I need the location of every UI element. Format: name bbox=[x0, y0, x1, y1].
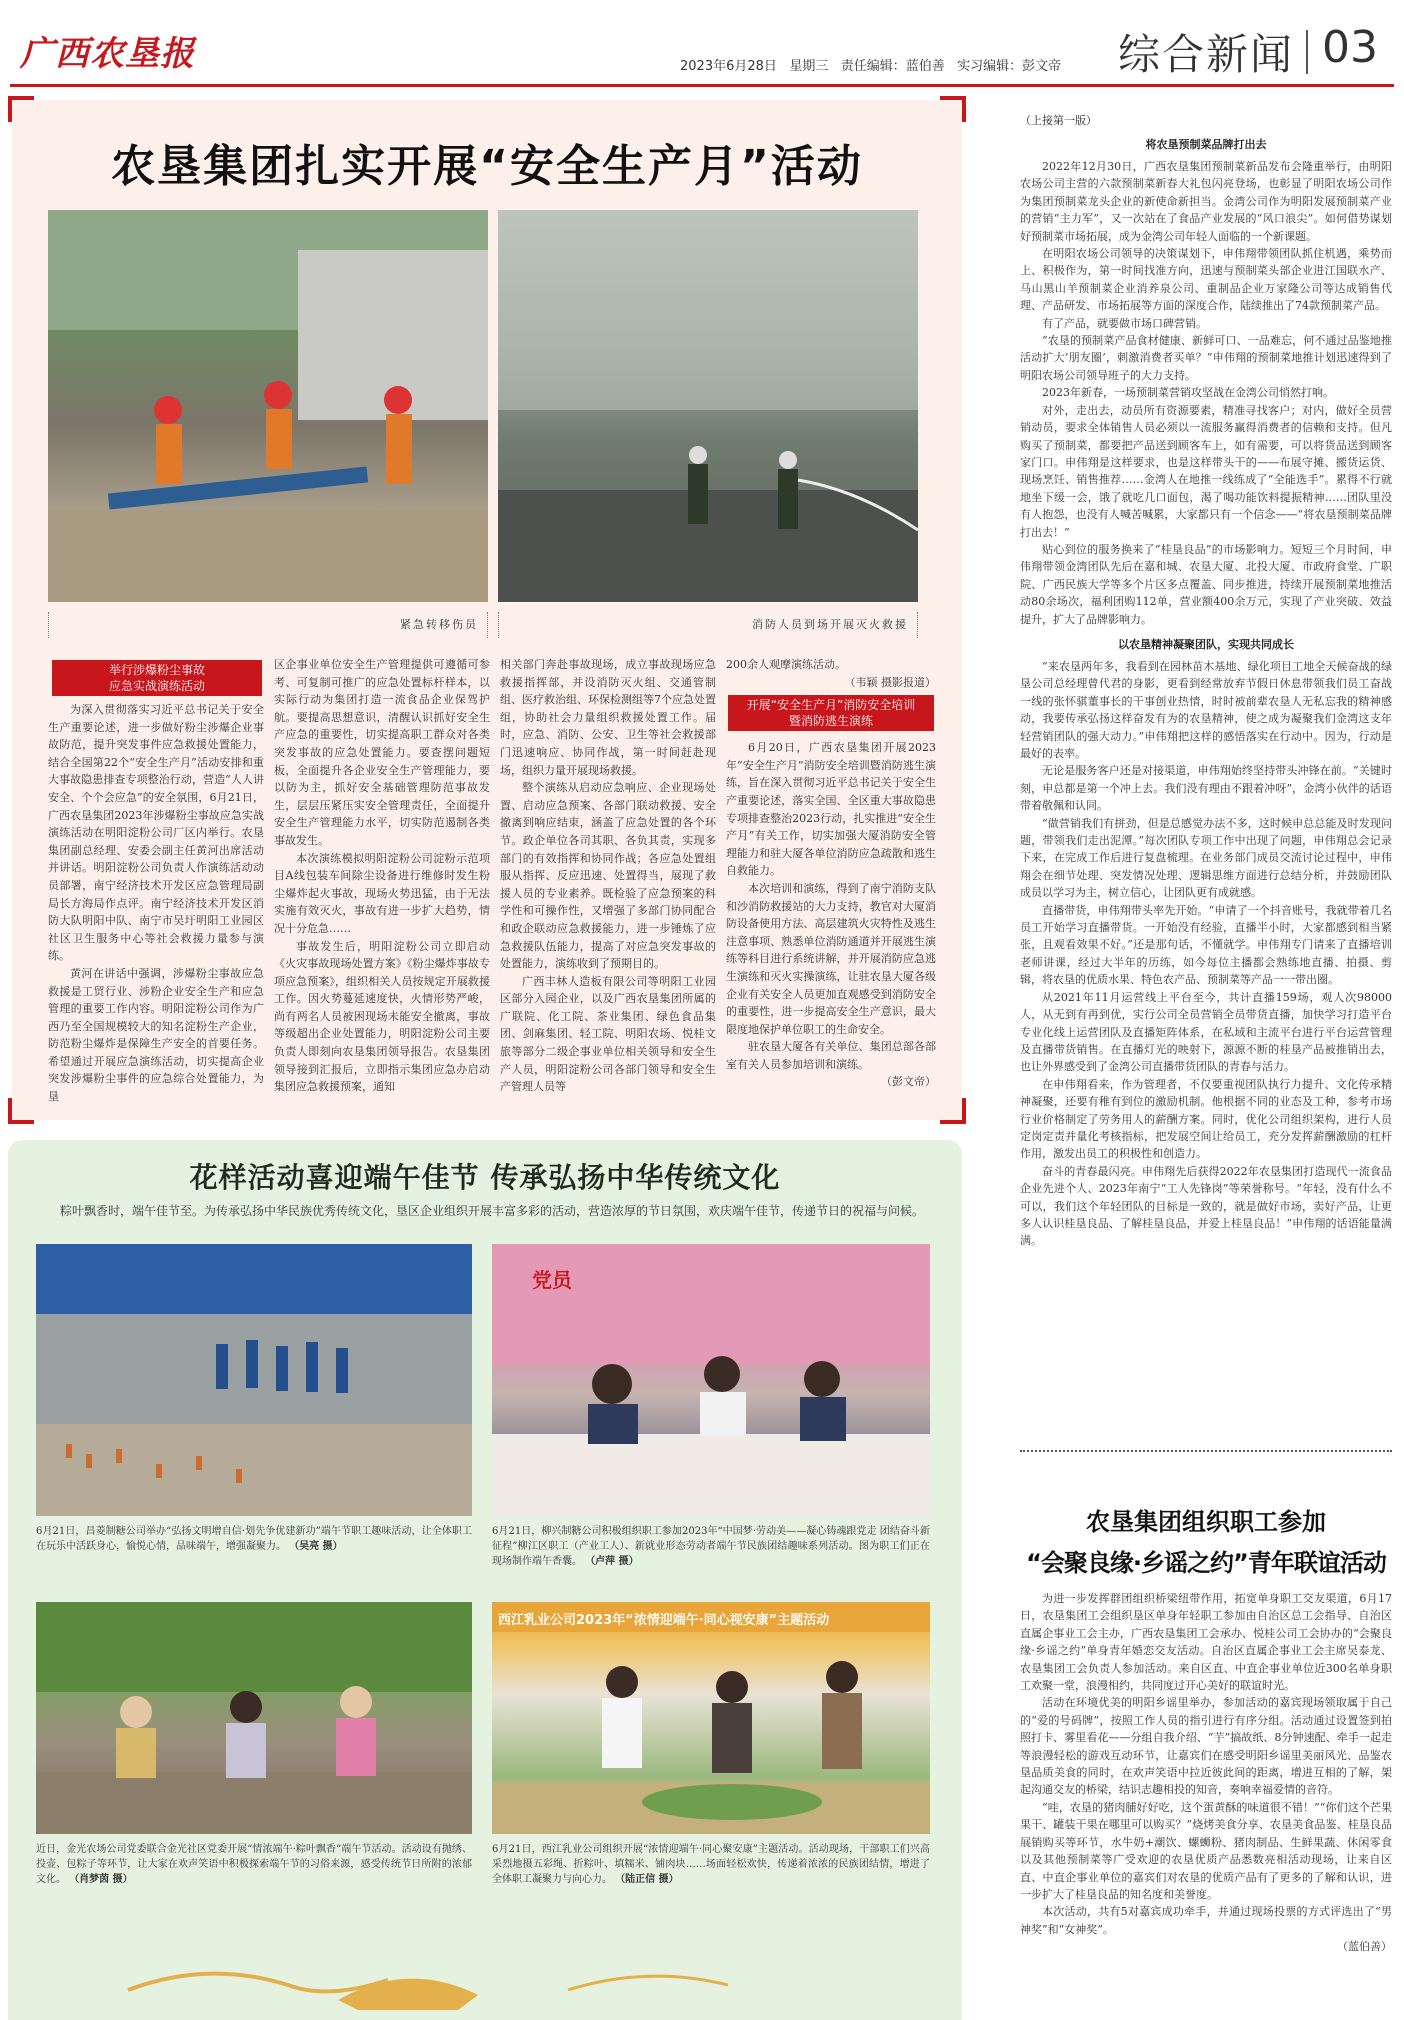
rescue-figures-image bbox=[48, 210, 488, 602]
photo1-caption: 紧急转移伤员 bbox=[400, 618, 478, 631]
corner-bracket-tr bbox=[940, 96, 966, 122]
article3-byline: （蓝伯善） bbox=[1337, 1940, 1392, 1954]
article1-col4-para2: 本次培训和演练，得到了南宁消防支队和沙消防救援站的大力支持，教官对大厦消防设备使用方法、高层建筑火灾特性及逃生注意事项、熟悉单位消防通道并开展逃生演练等科目进行系统讲解，并开展消防应急逃生演练和灭火实操演练，让驻农垦大厦各级企业有关安全人员更加直观感受到消防安全的重要性，进一步提高安全生产意识，最大限度地保护单位职工的生命安全。 bbox=[726, 881, 936, 1036]
right-para1-2: 有了产品，就要做市场口碑营销。 bbox=[1042, 316, 1207, 330]
article1-col1-text bbox=[48, 701, 264, 1106]
article1-col2-para1: 区企事业单位安全生产管理提供可遵循可参考、可复制可推广的应急处置标杆样本，以实际行动为集团打造一流食品企业保驾护航。要提高思想意识，清醒认识抓好安全生产应急的重要性，切实提高职工群众对各类突发事故的应急处置能力。要查摆问题短板，全面提升各企业安全生产管理能力，要以防为主，抓好安全基础管理防范事故发生，层层压紧压实安全管理责任，全面提升安全生产管理能力水平，切实防范遏制各类事故发生。 bbox=[274, 658, 490, 847]
caption-tug-of-war bbox=[36, 1524, 472, 1554]
article3-para2: “哇，农垦的猪肉脯好好吃，这个蛋黄酥的味道很不错！”“你们这个芒果果干、罐装干果在哪里可以购买？”烧烤美食分享、农垦美食品鉴、桂垦良品展销购买等环节，水牛奶+潮饮、螺蛳粉、猪肉制品、生鲜果蔬、休闲零食以及其他预制菜等广受欢迎的农垦优质产品悉数亮相活动现场，让来自区直、中直企事业单位的嘉宾们对农垦的优质产品有了更多的了解和认识，进一步扩大了桂垦良品的知名度和美誉度。 bbox=[1020, 1800, 1392, 1901]
right-para1-1: 在明阳农场公司领导的决策谋划下，申伟翔带领团队抓住机遇，乘势而上、积极作为，第一时间找准方向，迅速与预制菜头部企业进江国联水产、马山黑山羊预制菜企业消养泉公司、重制品企业万家隆公司等达成销售代理、产品研发、市场拓展等方面的深度合作，陆续推出了74款预制菜产品。 bbox=[1020, 247, 1392, 313]
photo-sachet-making bbox=[492, 1244, 930, 1516]
article3-para0: 为进一步发挥群团组织桥梁纽带作用，拓宽单身职工交友渠道，6月17日，农垦集团工会组织垦区单身年轻职工参加由自治区总工会指导、自治区直属企事业工会主办，广西农垦集团工会承办、悦桂公司工会协办的“会聚良缘·乡谣之约”单身青年婚恋交友活动。自治区直属企事业工会主席吴泰龙、农垦集团工会负责人参加活动。来自区直、中直企事业单位近300名单身职工欢聚一堂，浪漫相约，共同度过开心美好的联谊时光。 bbox=[1020, 1592, 1392, 1693]
article2-headline: 花样活动喜迎端午佳节 传承弘扬中华传统文化 bbox=[189, 1161, 781, 1194]
right-para2-6: 奋斗的青春最闪亮。申伟翔先后获得2022年农垦集团打造现代一流食品企业先进个人、2023年南宁“工人先锋岗”等荣誉称号。“年轻，没有什么不可以，我们这个年轻团队的目标是一致的，就是做好市场，卖好产品，让更多人认识桂垦良品、了解桂垦良品，并爱上桂垦良品！”申伟翔的话语能量满满。 bbox=[1020, 1164, 1392, 1248]
zongzi-indoor-image bbox=[492, 1602, 930, 1834]
article1-col3-para2: 整个演练从启动应急响应、企业现场处置、启动应急预案、各部门联动救援、安全撤离到响应结束，涵盖了应急处置的各个环节。政企单位各司其职、各负其责，实现多部门的有效指挥和协同作战；各应急处置组服从指挥、反应迅速、处置得当，展现了救援人员的专业素养。既检验了应急预案的科学性和可操作性，又增强了多部门协同配合和政企联动应急救援能力，进一步锤炼了应急救援队伍能力，提高了对应急突发事故的处置能力，演练收到了预期目的。 bbox=[500, 781, 716, 971]
article1-byline2: （彭文帝） bbox=[881, 1075, 936, 1089]
issue-date bbox=[680, 55, 1061, 74]
dragon-boat-decoration bbox=[8, 1940, 962, 2020]
caption-zongzi-outdoor bbox=[36, 1842, 472, 1887]
article1-col4-para1: 6月20日，广西农垦集团开展2023年“安全生产月”消防安全培训暨消防逃生演练，旨在深入贯彻习近平总书记关于安全生产重要论述，落实全国、全区重大事故隐患专项排查整治2023行动，扎实推进“安全生产月”有关工作，切实加强大厦消防安全管理能力和驻大厦各单位消防应急疏散和逃生自救能力。 bbox=[726, 741, 936, 878]
right-para1-3: “农垦的预制菜产品食材健康、新鲜可口、一品难忘，何不通过品鉴地推活动扩大‘朋友圈’，刺激消费者买单？”申伟翔的预制菜地推计划迅速得到了明阳农场公司领导班子的大力支持。 bbox=[1020, 334, 1392, 382]
photo-rescue-drill bbox=[48, 210, 488, 602]
caption3-credit: （肖梦茵 摄） bbox=[69, 1874, 133, 1885]
right-para1-5: 对外，走出去，动员所有资源要素，精准寻找客户；对内，做好全员营销动员，要求全体销售人员必须以一流服务赢得消费者的信赖和支持。但凡购买了预制菜，都要把产品送到顾客车上，如有需要，可以将货品送到顾客家门口。申伟翔是这样要求，也是这样带头干的——布展守摊、搬货运货、现场烹饪、销售推荐……金湾人在地推一线练成了“全能选手”。累得不行就地坐下缓一会，饿了就吃几口面包，渴了喝功能饮料提振精神……团队里没有人抱怨，也没有人喊苦喊累，大家都只有一个信念——“将农垦预制菜品牌打出去！” bbox=[1020, 403, 1392, 539]
party-banner-text: 党员 bbox=[532, 1268, 572, 1292]
article1-byline1: （韦颖 摄影报道） bbox=[844, 675, 936, 689]
corner-bracket-tl bbox=[8, 96, 34, 122]
article1-col2-text bbox=[274, 656, 490, 1096]
caption2-text: 6月21日，柳兴制糖公司积极组织职工参加2023年“中国梦·劳动美——凝心铸魂跟党走 团结奋斗新征程”柳江区职工（产业工人）、新就业形态劳动者端午节民族团结趣味系列活动。图为职工们正在现场制作端午香囊。 bbox=[492, 1526, 930, 1567]
intern-editor-text: 实习编辑：彭文帝 bbox=[957, 59, 1062, 74]
right-para2-5: 在申伟翔看来，作为管理者，不仅要重视团队执行力提升、文化传承精神凝聚，还要有稚有到位的激励机制。他根据不同的业态及工种，参考市场行业价格制定了劳务用人的薪酬方案。同时，优化公司组织架构，进行人员定岗定责并量化考核指标，把发展空间让给员工，充分发挥薪酬激励的杠杆作用，激发出员工的积极性和创造力。 bbox=[1020, 1077, 1392, 1161]
article1-headline: 农垦集团扎实开展“安全生产月”活动 bbox=[111, 141, 863, 192]
article1-col2-para3: 事故发生后，明阳淀粉公司立即启动《火灾事故现场处置方案》《粉尘爆炸事故专项应急预案》，组织相关人员按规定开展救援工作。因火势蔓延速度快，火情形势严峻，尚有两名人员被困现场未能安全撤离，事故等级超出企业处置能力，明阳淀粉公司主要负责人即刻向农垦集团领导报告。农垦集团领导接到汇报后，立即指示集团应急办启动集团应急救援预案，通知 bbox=[274, 939, 490, 1094]
article2-intro: 粽叶飘香时，端午佳节至。为传承弘扬中华民族优秀传统文化，垦区企业组织开展丰富多彩的活动，营造浓厚的节日氛围，欢庆端午佳节，传递节日的祝福与问候。 bbox=[60, 1204, 925, 1218]
article1-col4-para3: 驻农垦大厦各有关单位、集团总部各部室有关人员参加培训和演练。 bbox=[726, 1040, 936, 1071]
photo2-caption: 消防人员到场开展灭火救援 bbox=[752, 618, 908, 631]
photo-zongzi-outdoor bbox=[36, 1602, 472, 1834]
caption1-credit: （吴亮 摄） bbox=[289, 1541, 343, 1552]
tag-fire-training: 开展“安全生产月”消防安全培训 暨消防逃生演练 bbox=[728, 695, 934, 731]
right-para2-1: 无论是服务客户还是对接渠道，申伟翔始终坚持带头冲锋在前。“关键时刻，申总都是第一个冲上去。我们没有理由不跟着冲呀”，金湾小伙伴的话语带着敬佩和认同。 bbox=[1020, 764, 1392, 813]
date-text: 2023年6月28日 bbox=[680, 59, 777, 74]
caption1-text: 6月21日，昌菱制糖公司举办“弘扬文明增自信·划先争优建新功”端午节职工趣味活动，让全体职工在玩乐中活跃身心，愉悦心情，品味端午，增强凝聚力。 bbox=[36, 1526, 472, 1552]
section-title: 综合新闻 bbox=[1118, 30, 1295, 79]
caption-zongzi-indoor bbox=[492, 1842, 930, 1887]
zongzi-outdoor-image bbox=[36, 1602, 472, 1834]
right-para1-4: 2023年新春，一场预制菜营销攻坚战在金湾公司悄然打响。 bbox=[1042, 386, 1334, 400]
caption4-text: 6月21日，西江乳业公司组织开展“浓情迎端午·同心聚安康”主题活动。活动现场，干部职工们兴高采烈地摄五彩绳、折粽叶、填糯米、铺肉块……场面轻松欢快，传递着浓浓的民族团结情，增进了全体职工凝聚力与向心力。 bbox=[492, 1844, 930, 1885]
article1-col3-para3: 广西丰林人造板有限公司等明阳工业园区部分入园企业，以及广西农垦集团所属的广联院、化工院、茶业集团、绿色食品集团、剑麻集团、轻工院、明阳农场、悦桂文旅等部分二级企事业单位相关领导和安全生产人员，明阳淀粉公司各部门领导和安全生产管理人员等 bbox=[500, 974, 716, 1094]
right-para1-6: 贴心到位的服务换来了“桂垦良品”的市场影响力。短短三个月时间，申伟翔带领金湾团队先后在嘉和城、农垦大厦、北投大厦、市政府食堂、广职院、广西民族大学等多个片区多点覆盖、同步推进，持续开展预制菜地推活动80余场次，福利团购112单，营业额400余万元，实现了产业突破、效益提升，扩大了品牌影响力。 bbox=[1020, 542, 1392, 626]
right-para2-2: “做营销我们有拼劲，但是总感觉办法不多，这时候申总总能及时发现问题，带领我们走出泥潭。”每次团队专项工作中出现了问题，申伟翔总会记录下来，在完成工作后进行复盘梳理。在业务部门成员交流讨论过程中，申伟翔会在细节处理、突发情况处理、逻辑思维方面进行总结分析，并鼓励团队成员以学习为主，树立信心，让团队更有成就感。 bbox=[1020, 816, 1392, 900]
youth-mixer-article bbox=[1020, 1502, 1392, 1956]
right-subhead2: 以农垦精神凝聚团队，实现共同成长 bbox=[1118, 637, 1294, 651]
right-para1-0: 2022年12月30日，广西农垦集团预制菜新品发布会隆重举行，由明阳农场公司主营的六款预制菜新春大礼包闪亮登场，也彰显了明阳农场公司作为集团预制菜龙头企业的新使命新担当。金湾公司作为明阳发展预制菜产业的营销“主力军”，又一次站在了食品产业发展的“风口浪尖”。如何借势谋划好预制菜市场拓展，成为金湾公司年轻人面临的一个新课题。 bbox=[1020, 160, 1392, 243]
newspaper-logo: 广西农垦报 bbox=[20, 34, 195, 74]
caption-sachet bbox=[492, 1524, 930, 1569]
photo-fire-fighting bbox=[498, 210, 918, 602]
corner-bracket-br bbox=[940, 1098, 966, 1124]
article1-col3-para1: 相关部门奔赴事故现场，成立事故现场应急救援指挥部，并设消防灭火组、交通管制组、医疗救治组、环保检测组等7个应急处置组，协助社会力量组织救援处置工作。届时，应急、消防、公安、卫生等社会救援部门迅速响应、协同作战，第一时间赶赴现场，组织力量开展现场救援。 bbox=[500, 658, 716, 777]
article1-col1-para2: 黄河在讲话中强调，涉爆粉尘事故应急救援是工贸行业、涉粉企业安全生产和应急管理的重要工作内容。明阳淀粉公司作为广西乃至全国规模较大的知名淀粉生产企业，防范粉尘爆炸是保障生产安全的首要任务。希望通过开展应急演练活动，切实提高企业突发涉爆粉尘事件的应急综合处置能力，为垦 bbox=[48, 966, 264, 1104]
xijiang-banner-text: 西江乳业公司2023年“浓情迎端午·同心视安康”主题活动 bbox=[498, 1613, 830, 1628]
right-para2-3: 直播带货，申伟翔带头率先开始。“申请了一个抖音账号，我就带着几名员工开始学习直播带货。一开始没有经验，直播半小时，大家都感到相当紧张，且观看效果不好。”还是那句话，不懂就学。申伟翔专门请来了直播培训老师讲课，经过大半年的历练，如今每位主播都会熟练地直播、拍摄、剪辑，将农垦的优质水果、特色农产品、预制菜等产品一一带出圈。 bbox=[1020, 903, 1392, 987]
article1-col4-lead: 200余人观摩演练活动。 bbox=[726, 658, 846, 671]
corner-bracket-bl bbox=[8, 1098, 34, 1124]
tug-of-war-image bbox=[36, 1244, 472, 1516]
dragon-boat-article bbox=[8, 1140, 962, 2020]
section-divider bbox=[1306, 30, 1308, 74]
right-column bbox=[1020, 112, 1392, 1250]
page-number: 03 bbox=[1322, 22, 1378, 73]
firefighters-image bbox=[498, 210, 918, 602]
masthead bbox=[0, 0, 1404, 90]
caption3-text: 近日，金光农场公司党委联合金光社区党委开展“情浓端午·粽叶飘香”端午节活动。活动设有抛绣、投壶、包粽子等环节，让大家在欢声笑语中积极探索端午节的习俗来源，感受传统节日所附的浓郁文化。 bbox=[36, 1844, 472, 1885]
right-subhead1: 将农垦预制菜品牌打出去 bbox=[1145, 138, 1267, 151]
article1-col1-para1: 为深入贯彻落实习近平总书记关于安全生产重要论述，进一步做好粉尘涉爆企业事故防范，提升突发事件应急救援处置能力，结合全国第22个“安全生产月”活动安排和重大事故隐患排查专项整治行动，营造“人人讲安全、个个会应急”的安全氛围，6月21日，广西农垦集团2023年涉爆粉尘事故应急实战演练活动在明阳淀粉公司厂区内举行。农垦集团副总经理、安委会副主任黄河出席活动并讲话。明阳淀粉公司负责人作演练活动动员部署，南宁经济技术开发区应急管理局副局长方海局作点评。南宁经济技术开发区消防大队明阳中队、南宁市吴圩明阳工业园区社区卫生服务中心等社会救援力量参与演练。 bbox=[48, 703, 264, 963]
right-para2-0: “来农垦两年多，我看到在园林苗木基地、绿化项目工地全天候奋战的绿垦公司总经理曾代君的身影，更看到经常放弃节假日休息带领我们员工奋战一线的张怀骐董事长的干事创业热情，时时被前辈农垦人无私忘我的精神感动，我要传承弘扬这样奋发有为的农垦精神，使之成为凝聚我们金湾这支年轻营销团队的强大动力。”申伟翔把这样的感悟落实在行动中。因为，行动是最好的表率。 bbox=[1020, 659, 1392, 760]
article3-title-line2: “会聚良缘·乡谣之约”青年联谊活动 bbox=[1026, 1549, 1386, 1577]
caption4-credit: （陆正信 摄） bbox=[615, 1874, 679, 1885]
article1-col3-text bbox=[500, 656, 716, 1096]
editor-text: 责任编辑：蓝伯善 bbox=[840, 59, 945, 74]
right-divider bbox=[1020, 1450, 1392, 1452]
right-para2-4: 从2021年11月运营线上平台至今，共计直播159场，观人次98000人，从无到有再到优，实行公司全员营销全员带货直播，加快学习打造平台专业化线上运营团队及直播矩阵体系，在私域和主流平台进行平台运营管理及直播带货销售。在直播灯光的映射下，源源不断的桂垦产品被推销出去，也让外界感受到了金湾公司直播带货团队的青春与活力。 bbox=[1020, 990, 1392, 1074]
article1-col4-text bbox=[726, 656, 936, 1091]
article3-para3: 本次活动，共有5对嘉宾成功牵手，并通过现场投票的方式评选出了“男神奖”和“女神奖”。 bbox=[1020, 1905, 1392, 1936]
caption2-credit: （卢萍 摄） bbox=[585, 1556, 639, 1567]
article3-para1: 活动在环境优美的明阳乡谣里举办，参加活动的嘉宾现场领取属于自己的“爱的号码牌”，按照工作人员的指引进行有序分组。活动通过设置签到拍照打卡、雾里看花——分组自我介绍、“芋”搞故纸、8分钟速配、牵手一起走等浪漫轻松的游戏互动环节，让嘉宾们在感受明阳乡谣里美丽风光、品鉴农垦品质美食的同时，在欢声笑语中拉近彼此间的距离，增进互相的了解，架起沟通交友的桥梁，结识志趣相投的知音，奏响幸福爱情的音符。 bbox=[1020, 1696, 1392, 1797]
article3-title-line1: 农垦集团组织职工参加 bbox=[1086, 1508, 1326, 1536]
masthead-rule bbox=[10, 84, 1394, 87]
continued-marker: （上接第一版） bbox=[1020, 114, 1097, 127]
article1-col2-para2: 本次演练模拟明阳淀粉公司淀粉示范项目A线包装车间除尘设备进行维修时发生粉尘爆炸起火事故，现场火势迅猛，由于无法实施有效灭火，事故有进一步扩大趋势，情况十分危急…… bbox=[274, 851, 490, 935]
tag-dust-drill: 举行涉爆粉尘事故 应急实战演练活动 bbox=[52, 660, 262, 696]
safety-month-article bbox=[12, 100, 962, 1120]
photo-zongzi-indoor bbox=[492, 1602, 930, 1834]
photo-tug-of-war bbox=[36, 1244, 472, 1516]
weekday-text: 星期三 bbox=[789, 59, 829, 74]
